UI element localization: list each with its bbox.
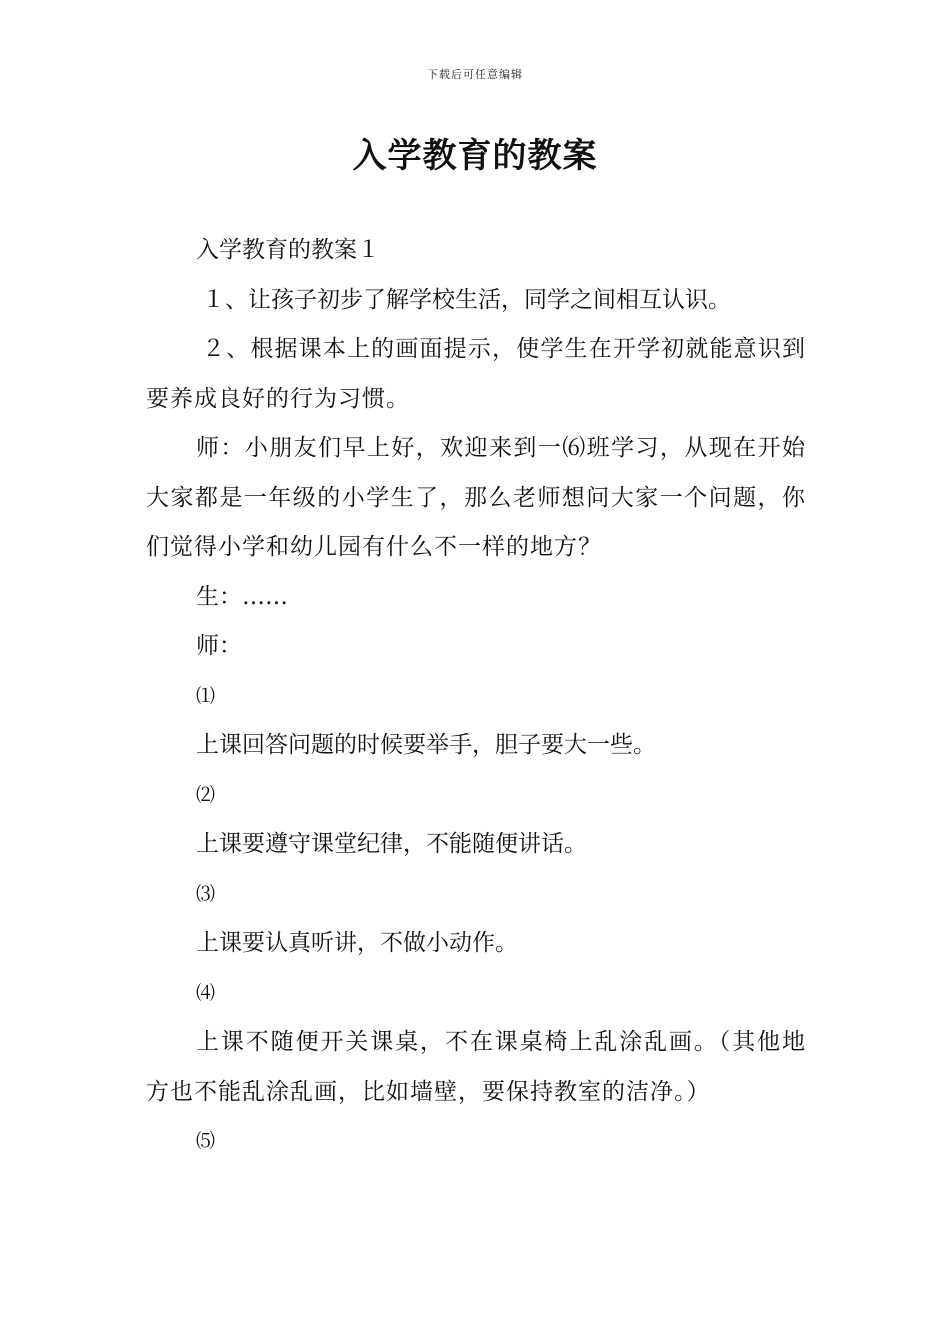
teacher-intro: 师：小朋友们早上好，欢迎来到一⑹班学习，从现在开始大家都是一年级的小学生了，那么老师想问大家一个问题，你们觉得小学和幼儿园有什么不一样的地方？ (146, 435, 806, 560)
rule-number: ⑶ (196, 882, 216, 905)
rule-number: ⑴ (196, 684, 216, 707)
header-note: 下载后可任意编辑 (427, 68, 523, 81)
document-body (146, 226, 806, 1167)
rule-number: ⑵ (196, 783, 216, 806)
rule-text: 上课要遵守课堂纪律，不能随便讲话。 (196, 831, 587, 857)
rule-number: ⑷ (196, 981, 216, 1004)
rule-text: 上课不随便开关课桌，不在课桌椅上乱涂乱画。（其他地方也不能乱涂乱画，比如墙壁，要保持教室的洁净。） (146, 1029, 806, 1105)
student-reply: 生：…… (196, 583, 288, 610)
rule-number: ⑸ (196, 1130, 216, 1152)
teacher-label: 师： (196, 633, 242, 659)
rule-text: 上课回答问题的时候要举手，胆子要大一些。 (196, 732, 656, 758)
lesson-subtitle: 入学教育的教案１ (196, 237, 380, 263)
rule-text: 上课要认真听讲，不做小动作。 (196, 930, 518, 956)
document-title: 入学教育的教案 (352, 136, 598, 176)
objective-1: １、让孩子初步了解学校生活，同学之间相互认识。 (202, 286, 731, 313)
objective-2: ２、根据课本上的画面提示，使学生在开学初就能意识到要养成良好的行为习惯。 (146, 336, 806, 412)
